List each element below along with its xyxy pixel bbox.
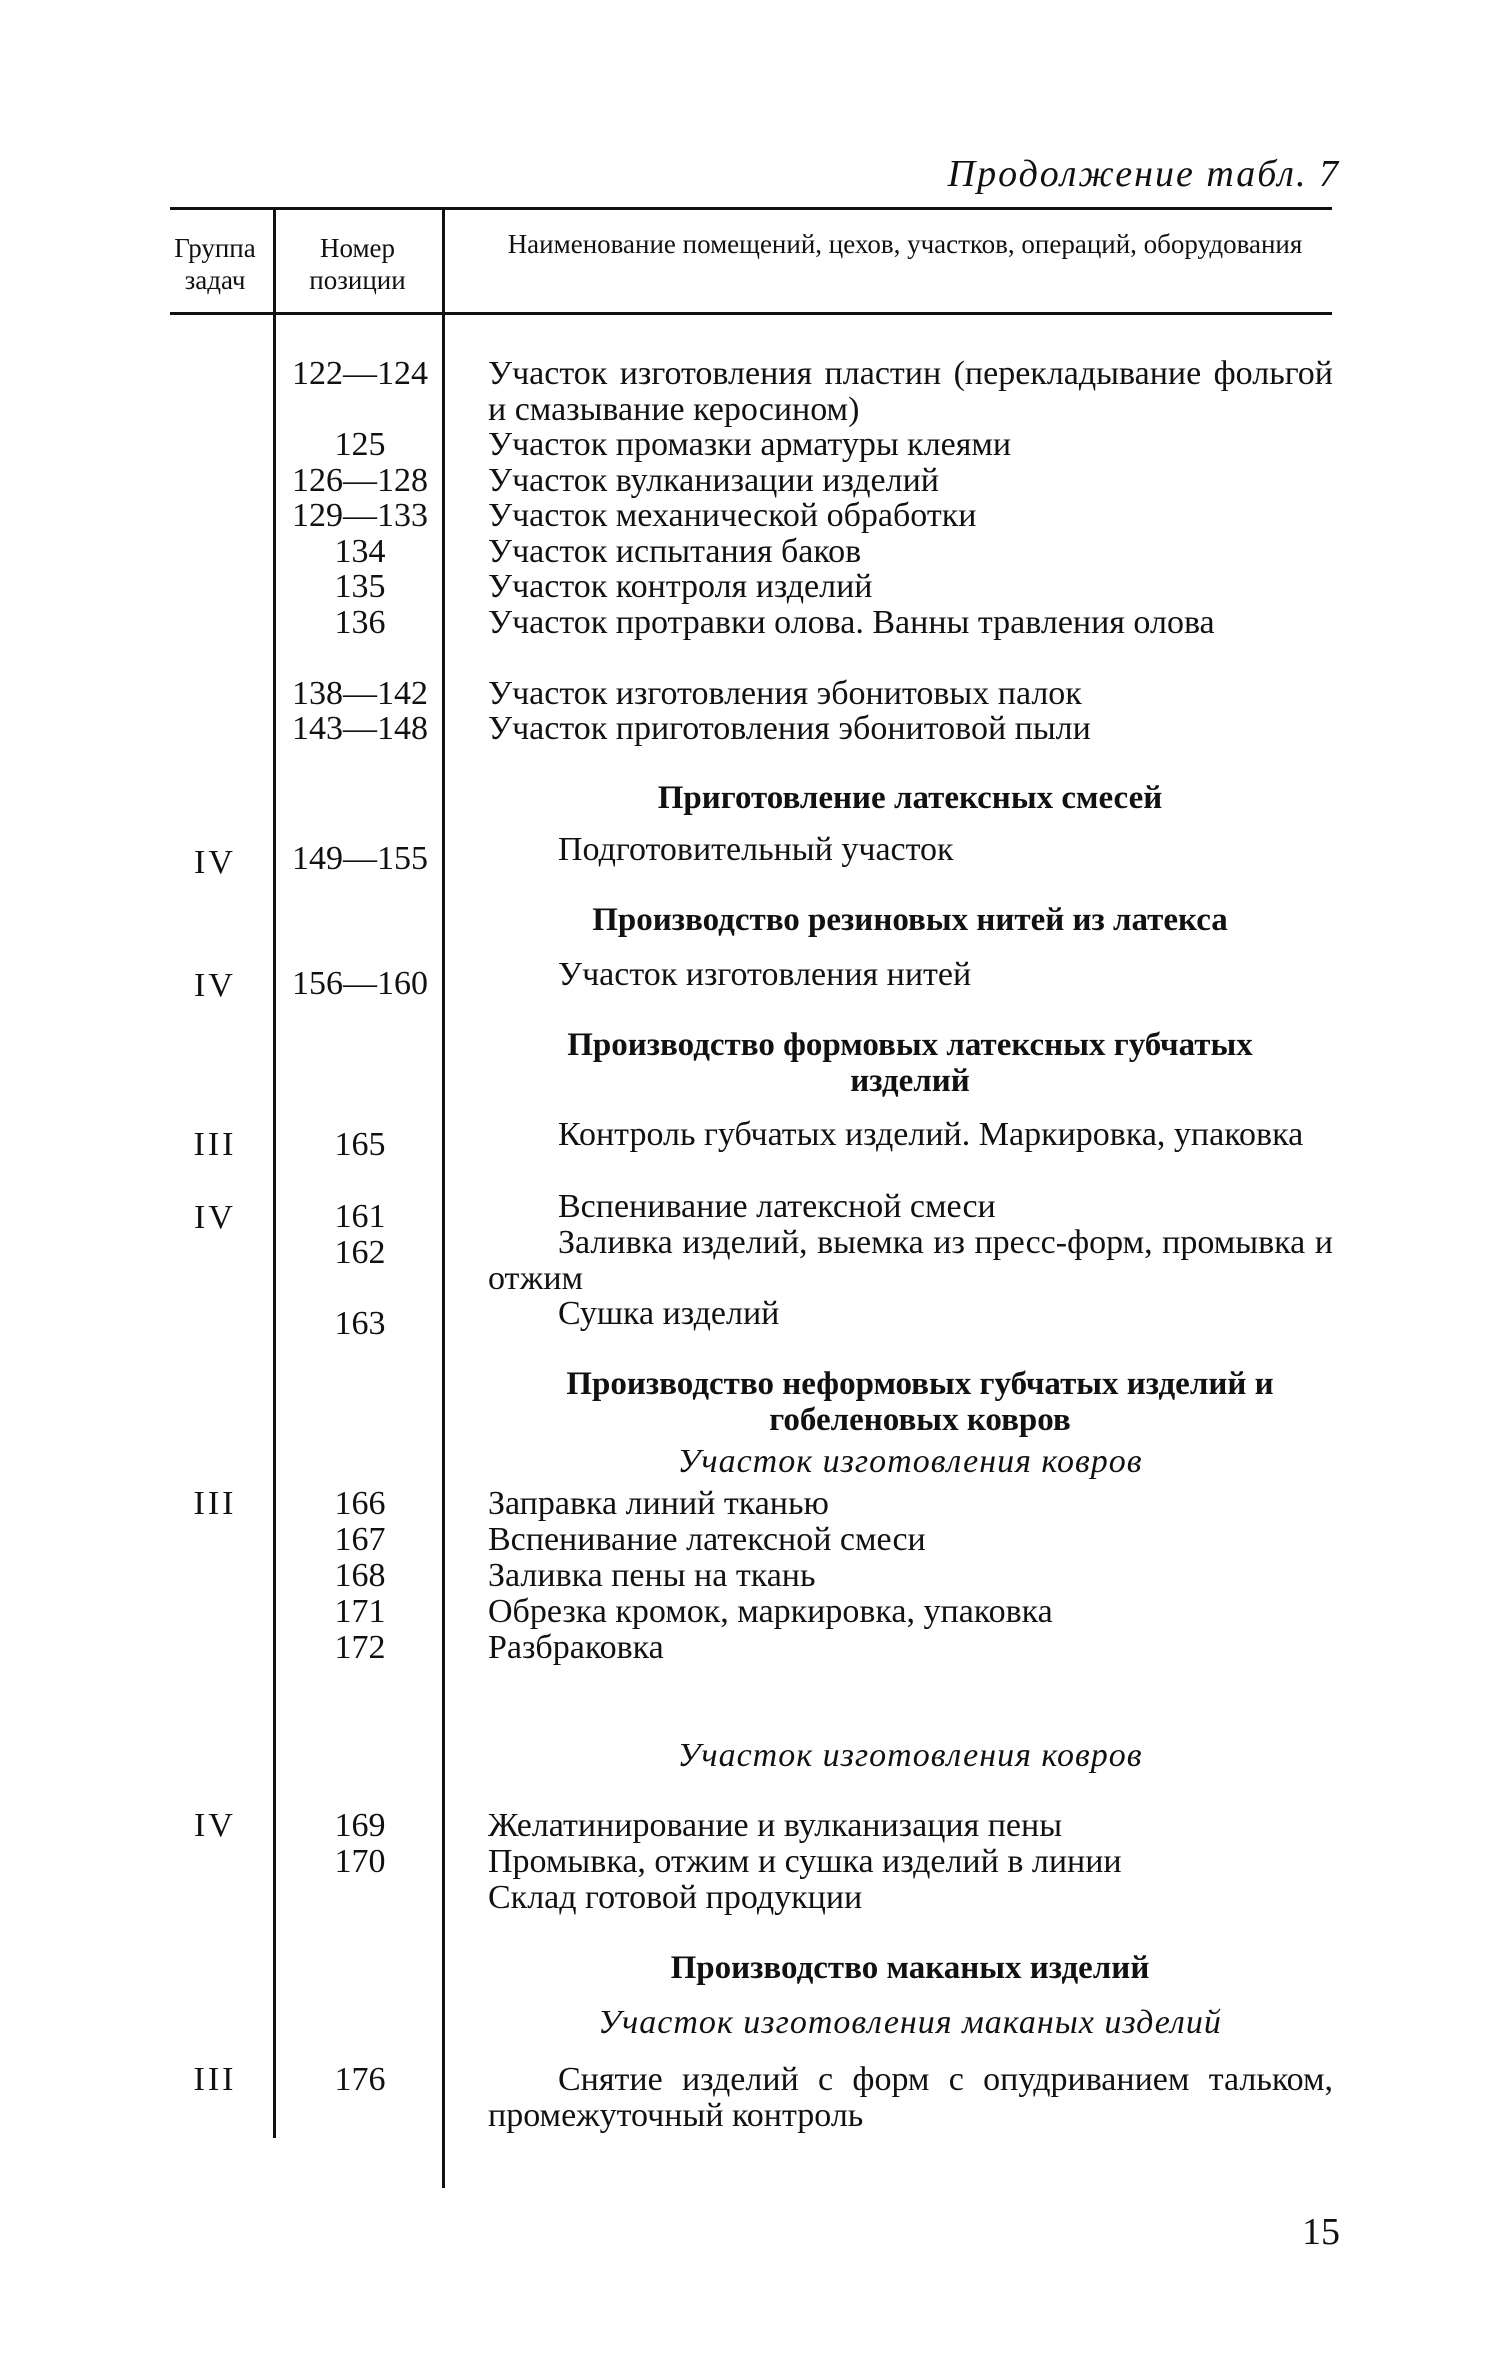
operation-name: Заливка изделий, выемка из пресс-форм, промывка и отжим <box>488 1224 1333 1297</box>
task-group: III <box>193 2061 237 2098</box>
header-number-col: Номер позиции <box>309 233 406 295</box>
operation-name: Участок протравки олова. Ванны травления олова <box>488 604 1215 641</box>
position-number: 172 <box>334 1629 386 1666</box>
task-group: III <box>193 1485 237 1522</box>
position-number: 166 <box>334 1485 386 1522</box>
task-group: IV <box>194 844 236 881</box>
position-number: 167 <box>334 1521 386 1558</box>
position-number: 143—148 <box>292 710 428 747</box>
position-number: 171 <box>334 1593 386 1630</box>
position-number: 168 <box>334 1557 386 1594</box>
operation-name: Разбраковка <box>488 1629 664 1666</box>
position-number: 135 <box>334 568 386 605</box>
operation-name: Промывка, отжим и сушка изделий в линии <box>488 1843 1122 1880</box>
position-number: 136 <box>334 604 386 641</box>
operation-name: Вспенивание латексной смеси <box>488 1521 926 1558</box>
operation-name: Заправка линий тканью <box>488 1485 829 1522</box>
section-title: Производство резиновых нитей из латекса <box>592 902 1228 938</box>
position-number: 149—155 <box>292 840 428 877</box>
position-number: 176 <box>334 2061 386 2098</box>
operation-name: Подготовительный участок <box>558 831 954 868</box>
operation-name: Участок механической обработки <box>488 497 977 534</box>
operation-name: Участок приготовления эбонитовой пыли <box>488 710 1091 747</box>
operation-name: Участок изготовления нитей <box>558 956 972 993</box>
task-group: III <box>193 1126 237 1163</box>
operation-name: Участок промазки арматуры клеями <box>488 426 1012 463</box>
position-number: 126—128 <box>292 462 428 499</box>
position-number: 169 <box>334 1807 386 1844</box>
section-title: Производство формовых латексных губчатых изделий <box>567 1027 1253 1099</box>
operation-name: Вспенивание латексной смеси <box>558 1188 996 1225</box>
continuation-label: Продолжение табл. 7 <box>947 153 1340 195</box>
subsection-title: Участок изготовления маканых изделий <box>598 2004 1222 2041</box>
header-group-col: Группа задач <box>174 233 256 295</box>
operation-name: Контроль губчатых изделий. Маркировка, упаковка <box>558 1116 1304 1153</box>
operation-name: Участок изготовления пластин (перекладывание фольгой и смазывание керосином) <box>488 355 1333 428</box>
position-number: 138—142 <box>292 675 428 712</box>
subsection-title: Участок изготовления ковров <box>677 1443 1143 1480</box>
position-number: 161 <box>334 1198 386 1235</box>
operation-name: Участок изготовления эбонитовых палок <box>488 675 1082 712</box>
position-number: 134 <box>334 533 386 570</box>
position-number: 162 <box>334 1234 386 1271</box>
operation-name: Снятие изделий с форм с опудриванием тальком, промежуточный контроль <box>488 2061 1333 2134</box>
task-group: IV <box>194 967 236 1004</box>
page-number: 15 <box>1302 2211 1340 2253</box>
operation-name: Участок испытания баков <box>488 533 862 570</box>
subsection-title: Участок изготовления ковров <box>677 1737 1143 1774</box>
operation-name: Заливка пены на ткань <box>488 1557 816 1594</box>
position-number: 125 <box>334 426 386 463</box>
operation-name: Склад готовой продукции <box>488 1879 863 1916</box>
position-number: 163 <box>334 1305 386 1342</box>
operation-name: Желатинирование и вулканизация пены <box>488 1807 1063 1844</box>
position-number: 170 <box>334 1843 386 1880</box>
section-title: Производство неформовых губчатых изделий и гобеленовых ковров <box>566 1366 1274 1438</box>
position-number: 165 <box>334 1126 386 1163</box>
operation-name: Сушка изделий <box>558 1295 780 1332</box>
position-number: 122—124 <box>292 355 428 392</box>
operation-name: Обрезка кромок, маркировка, упаковка <box>488 1593 1053 1630</box>
section-title: Приготовление латексных смесей <box>657 780 1163 816</box>
task-group: IV <box>194 1199 236 1236</box>
table-top-rule <box>170 207 1332 210</box>
task-group: IV <box>194 1807 236 1844</box>
header-name-col: Наименование помещений, цехов, участков, операций, оборудования <box>507 229 1303 259</box>
position-number: 129—133 <box>292 497 428 534</box>
operation-name: Участок вулканизации изделий <box>488 462 939 499</box>
operation-name: Участок контроля изделий <box>488 568 873 605</box>
section-title: Производство маканых изделий <box>670 1950 1150 1986</box>
header-bottom-rule <box>170 312 1332 315</box>
position-number: 156—160 <box>292 965 428 1002</box>
